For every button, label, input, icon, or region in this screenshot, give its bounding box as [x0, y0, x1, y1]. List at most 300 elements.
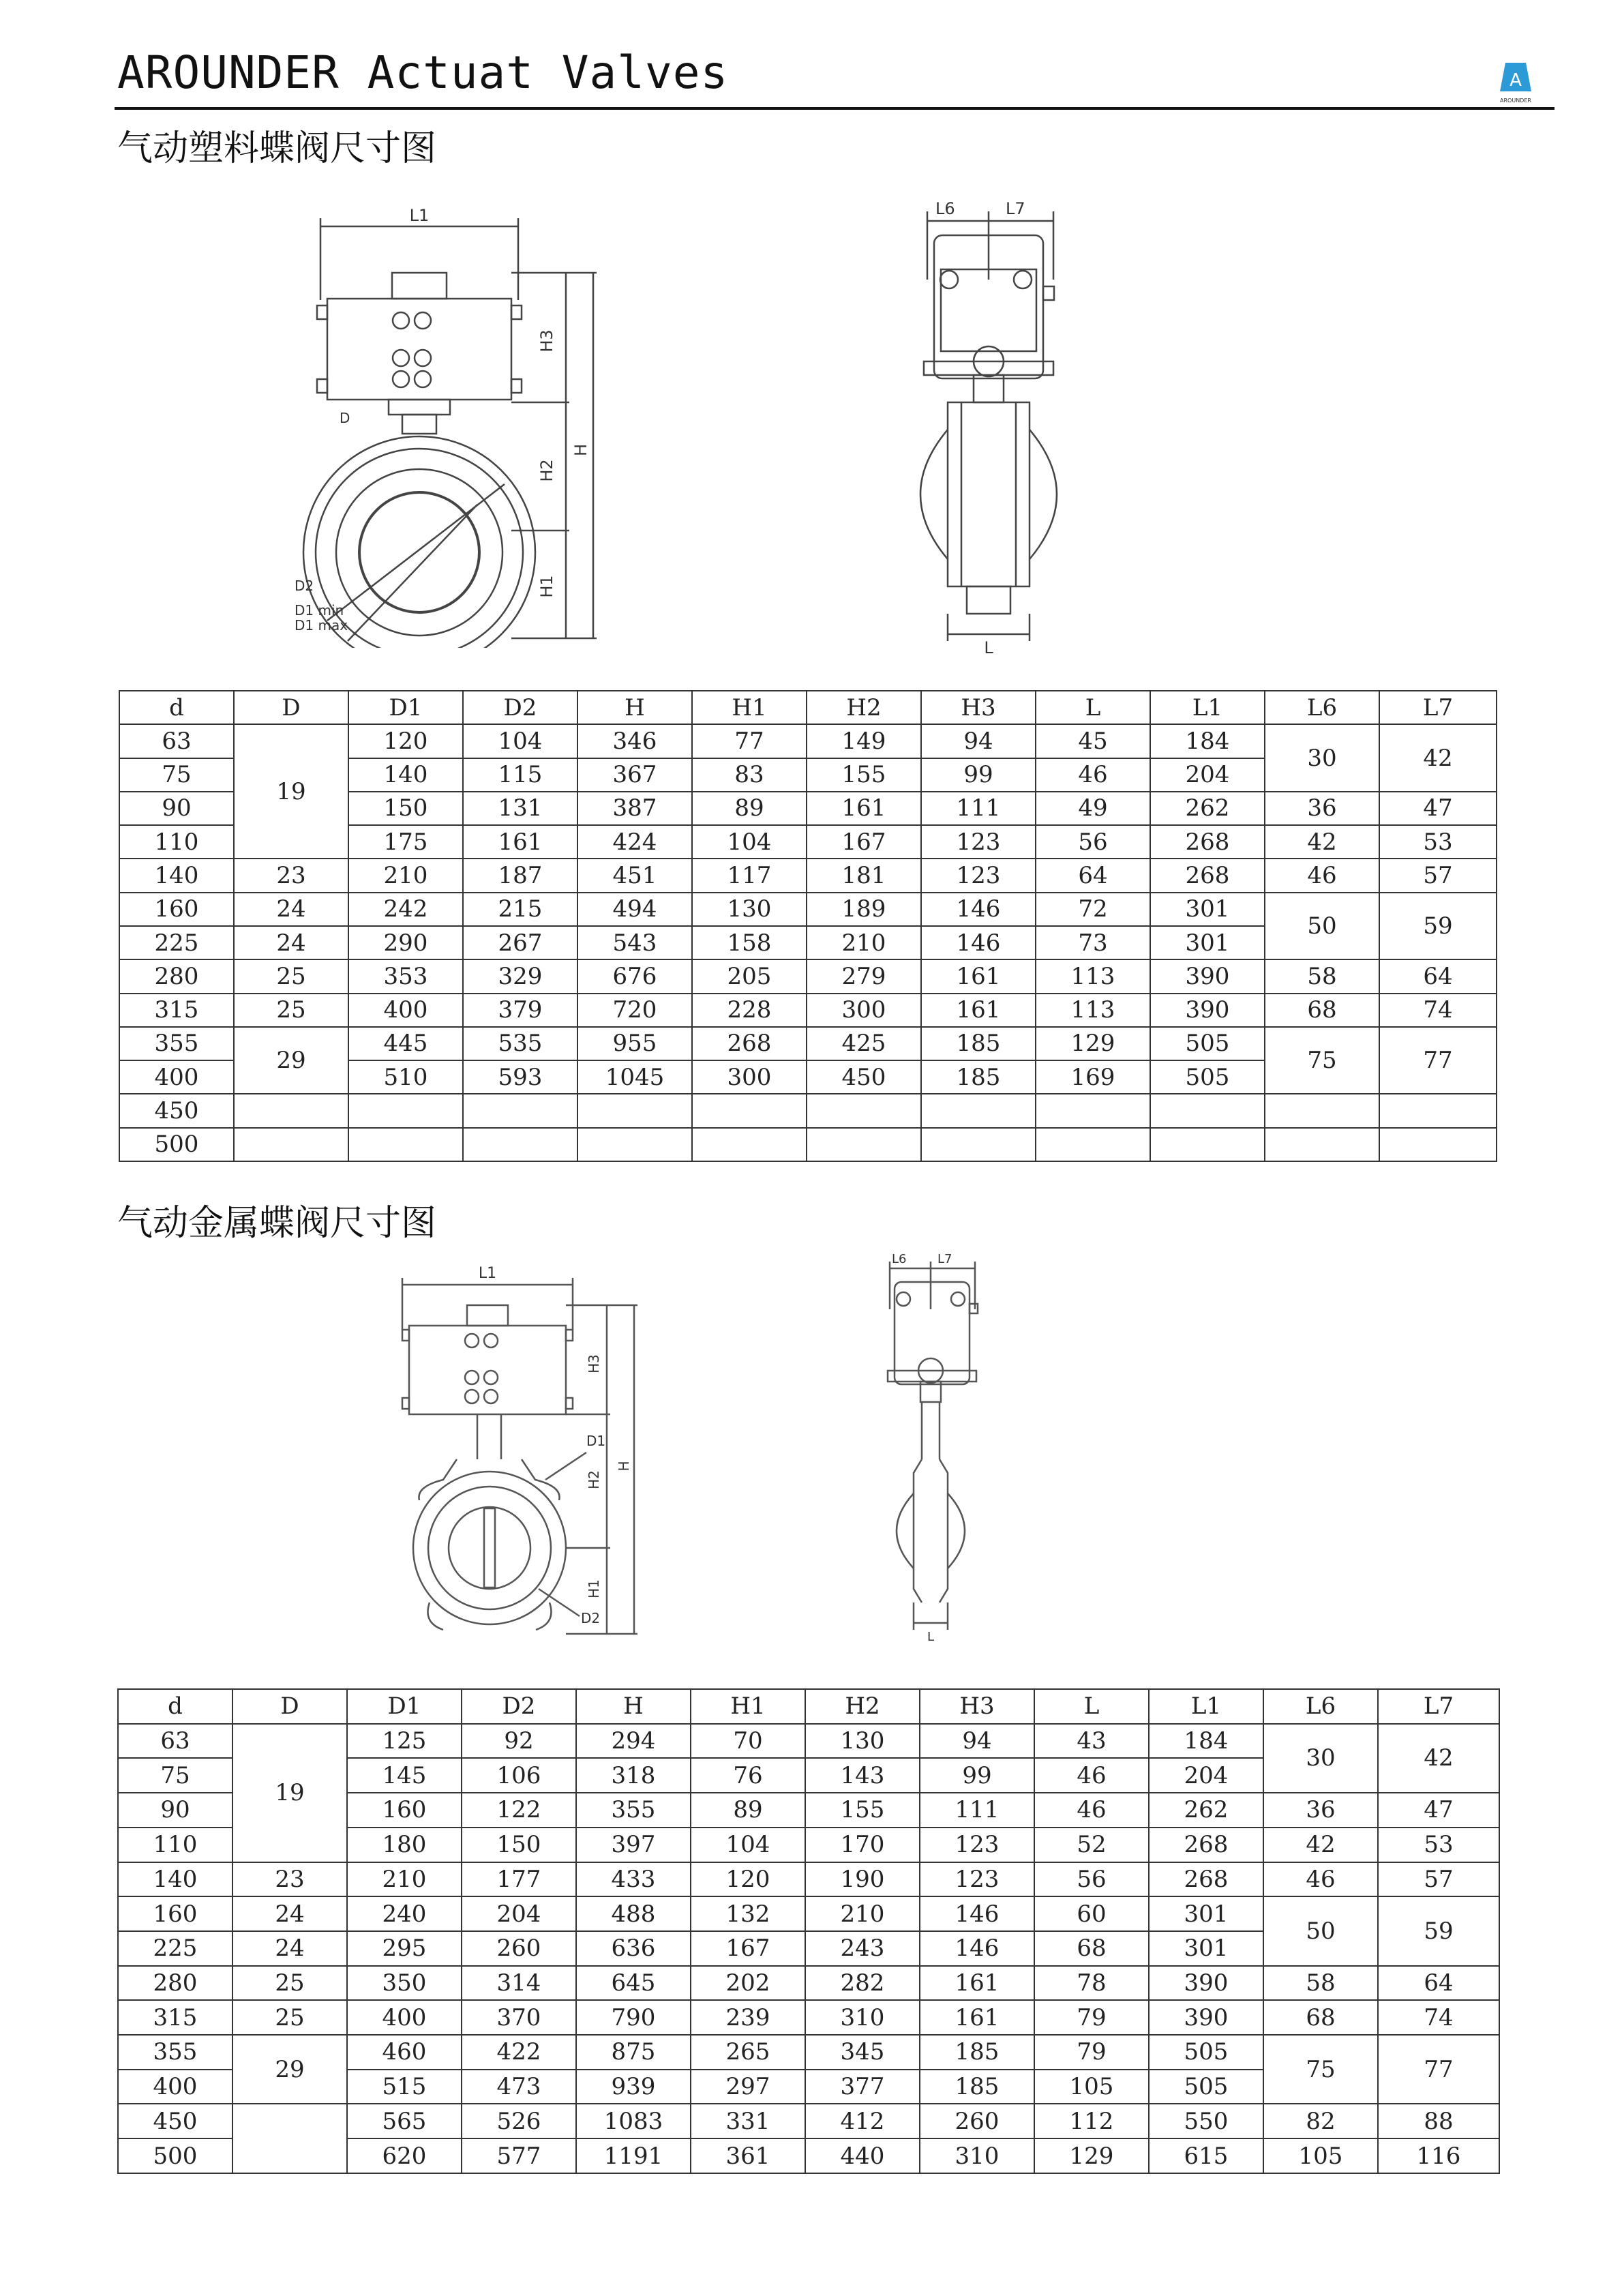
- metal-valve-front-drawing: [382, 1262, 655, 1643]
- table-cell: 620: [347, 2138, 462, 2173]
- table-cell: 146: [921, 893, 1036, 926]
- table-cell: 400: [118, 2070, 232, 2104]
- table-cell: 57: [1379, 859, 1497, 892]
- table-cell: 77: [1379, 1027, 1497, 1094]
- table-cell: [921, 1128, 1036, 1161]
- table-cell: 331: [691, 2104, 805, 2138]
- table-cell: 167: [691, 1931, 805, 1966]
- table-cell: 210: [347, 1862, 462, 1897]
- table-cell: 315: [119, 994, 234, 1027]
- column-header: L7: [1379, 691, 1497, 724]
- table-cell: 355: [118, 2035, 232, 2070]
- table-cell: 367: [577, 758, 692, 792]
- table-cell: 43: [1034, 1724, 1149, 1759]
- table-cell: 450: [118, 2104, 232, 2138]
- table-cell: 64: [1378, 1966, 1499, 2001]
- table-cell: 280: [118, 1966, 232, 2001]
- table-cell: 132: [691, 1896, 805, 1931]
- table-cell: 177: [462, 1862, 576, 1897]
- dim-label-l7: L7: [937, 1252, 952, 1266]
- table-cell: 345: [805, 2035, 920, 2070]
- table-cell: 99: [921, 758, 1036, 792]
- metal-valve-side-drawing: [873, 1248, 1009, 1643]
- column-header: D1: [347, 1689, 462, 1724]
- dim-label-h: H: [616, 1461, 632, 1472]
- table-cell: 300: [807, 994, 921, 1027]
- table-cell: 955: [577, 1027, 692, 1060]
- column-header: d: [119, 691, 234, 724]
- dim-label-l7: L7: [1006, 199, 1025, 218]
- table-cell: 400: [348, 994, 463, 1027]
- table-cell: 73: [1036, 926, 1150, 959]
- dim-label-l1: L1: [409, 206, 430, 225]
- table-cell: 939: [576, 2070, 691, 2104]
- table-cell: 19: [234, 724, 348, 859]
- plastic-valve-side-drawing: [886, 191, 1098, 655]
- table-cell: 92: [462, 1724, 576, 1759]
- table-cell: 123: [921, 859, 1036, 892]
- table-cell: [1265, 1128, 1379, 1161]
- table-cell: 23: [234, 859, 348, 892]
- logo-mark: A: [1510, 70, 1522, 91]
- table-cell: 30: [1265, 724, 1379, 792]
- table-cell: 146: [921, 926, 1036, 959]
- dim-label-l1: L1: [478, 1265, 497, 1282]
- table-cell: 111: [921, 792, 1036, 825]
- table-cell: 282: [805, 1966, 920, 2001]
- table-cell: 268: [692, 1027, 807, 1060]
- column-header: H2: [805, 1689, 920, 1724]
- table-cell: 204: [1149, 1758, 1263, 1793]
- table-cell: 76: [691, 1758, 805, 1793]
- table-cell: 29: [232, 2035, 347, 2104]
- table-cell: 77: [1378, 2035, 1499, 2104]
- table-cell: 70: [691, 1724, 805, 1759]
- table-row: [118, 1896, 1499, 1931]
- table-cell: 82: [1263, 2104, 1378, 2138]
- table-cell: 225: [118, 1931, 232, 1966]
- table-cell: 202: [691, 1966, 805, 2001]
- table-cell: 113: [1036, 994, 1150, 1027]
- table-cell: 94: [920, 1724, 1034, 1759]
- table-cell: [577, 1128, 692, 1161]
- table-cell: 279: [807, 959, 921, 993]
- table-cell: 390: [1150, 959, 1265, 993]
- table-cell: 187: [463, 859, 577, 892]
- table-cell: 104: [692, 825, 807, 859]
- plastic-valve-dimension-table: [119, 690, 1497, 1162]
- table-row: [119, 859, 1497, 892]
- table-cell: 56: [1036, 825, 1150, 859]
- column-header: D: [234, 691, 348, 724]
- table-cell: 29: [234, 1027, 348, 1094]
- table-cell: 379: [463, 994, 577, 1027]
- table-cell: 25: [232, 2000, 347, 2035]
- table-cell: 210: [348, 859, 463, 892]
- table-cell: 75: [118, 1758, 232, 1793]
- table-cell: 88: [1378, 2104, 1499, 2138]
- table-cell: [1379, 1094, 1497, 1127]
- table-cell: 161: [921, 959, 1036, 993]
- table-cell: 875: [576, 2035, 691, 2070]
- table-cell: 400: [119, 1060, 234, 1094]
- table-cell: 390: [1149, 2000, 1263, 2035]
- table-cell: 160: [119, 893, 234, 926]
- table-cell: 45: [1036, 724, 1150, 758]
- table-cell: 155: [807, 758, 921, 792]
- table-cell: 149: [807, 724, 921, 758]
- table-row: [118, 2035, 1499, 2070]
- table-cell: 505: [1150, 1027, 1265, 1060]
- table-cell: 167: [807, 825, 921, 859]
- table-cell: 301: [1150, 926, 1265, 959]
- table-cell: 318: [576, 1758, 691, 1793]
- header-rule: [115, 107, 1555, 110]
- table-cell: 47: [1379, 792, 1497, 825]
- table-cell: 353: [348, 959, 463, 993]
- column-header: D1: [348, 691, 463, 724]
- table-cell: 74: [1378, 2000, 1499, 2035]
- table-cell: 58: [1263, 1966, 1378, 2001]
- table-row: [119, 1128, 1497, 1161]
- table-cell: 676: [577, 959, 692, 993]
- dim-label-l6: L6: [935, 199, 955, 218]
- table-cell: 105: [1034, 2070, 1149, 2104]
- table-cell: 577: [462, 2138, 576, 2173]
- table-cell: [348, 1128, 463, 1161]
- table-cell: 267: [463, 926, 577, 959]
- table-cell: [232, 2104, 347, 2173]
- table-cell: 52: [1034, 1828, 1149, 1862]
- table-cell: 260: [920, 2104, 1034, 2138]
- table-cell: [1036, 1094, 1150, 1127]
- table-row: [118, 2104, 1499, 2138]
- table-cell: 500: [118, 2138, 232, 2173]
- table-cell: 450: [807, 1060, 921, 1094]
- table-cell: 50: [1263, 1896, 1378, 1965]
- table-row: [119, 893, 1497, 926]
- page-title: AROUNDER Actuat Valves: [117, 46, 729, 99]
- table-cell: 175: [348, 825, 463, 859]
- table-cell: 125: [347, 1724, 462, 1759]
- table-cell: 262: [1149, 1793, 1263, 1828]
- table-cell: 526: [462, 2104, 576, 2138]
- table-cell: 89: [692, 792, 807, 825]
- table-cell: 185: [921, 1060, 1036, 1094]
- table-cell: 130: [805, 1724, 920, 1759]
- table-cell: 30: [1263, 1724, 1378, 1793]
- table-cell: 473: [462, 2070, 576, 2104]
- table-cell: 68: [1034, 1931, 1149, 1966]
- table-cell: 645: [576, 1966, 691, 2001]
- dim-label-l: L: [984, 638, 993, 655]
- table-cell: 42: [1265, 825, 1379, 859]
- table-cell: [463, 1094, 577, 1127]
- table-cell: 155: [805, 1793, 920, 1828]
- table-cell: 424: [577, 825, 692, 859]
- column-header: H1: [692, 691, 807, 724]
- table-row: [118, 1966, 1499, 2001]
- table-cell: 161: [807, 792, 921, 825]
- table-cell: 543: [577, 926, 692, 959]
- table-row: [119, 994, 1497, 1027]
- table-cell: 24: [232, 1931, 347, 1966]
- column-header: H: [576, 1689, 691, 1724]
- table-cell: 329: [463, 959, 577, 993]
- table-cell: 790: [576, 2000, 691, 2035]
- table-cell: 104: [463, 724, 577, 758]
- table-cell: 36: [1263, 1793, 1378, 1828]
- table-cell: 46: [1265, 859, 1379, 892]
- table-cell: 104: [691, 1828, 805, 1862]
- table-row: [119, 1027, 1497, 1060]
- table-cell: 242: [348, 893, 463, 926]
- table-cell: 25: [234, 959, 348, 993]
- plastic-valve-section-title: 气动塑料蝶阀尺寸图: [117, 128, 437, 169]
- table-cell: 565: [347, 2104, 462, 2138]
- dim-label-d2: D2: [295, 578, 314, 594]
- table-cell: 42: [1263, 1828, 1378, 1862]
- table-cell: [1379, 1128, 1497, 1161]
- table-cell: 265: [691, 2035, 805, 2070]
- table-cell: 370: [462, 2000, 576, 2035]
- column-header: d: [118, 1689, 232, 1724]
- table-cell: 74: [1379, 994, 1497, 1027]
- table-cell: 75: [1263, 2035, 1378, 2104]
- table-cell: 190: [805, 1862, 920, 1897]
- table-cell: 422: [462, 2035, 576, 2070]
- table-cell: 268: [1150, 825, 1265, 859]
- table-cell: 113: [1036, 959, 1150, 993]
- table-cell: 505: [1150, 1060, 1265, 1094]
- table-cell: 64: [1379, 959, 1497, 993]
- table-row: [119, 959, 1497, 993]
- table-cell: 123: [920, 1862, 1034, 1897]
- column-header: L1: [1149, 1689, 1263, 1724]
- table-cell: 140: [348, 758, 463, 792]
- table-cell: 189: [807, 893, 921, 926]
- table-cell: 301: [1149, 1931, 1263, 1966]
- table-cell: 361: [691, 2138, 805, 2173]
- table-cell: 1191: [576, 2138, 691, 2173]
- table-header-row: [119, 691, 1497, 724]
- table-cell: 185: [920, 2070, 1034, 2104]
- table-cell: 535: [463, 1027, 577, 1060]
- column-header: L6: [1265, 691, 1379, 724]
- table-cell: 63: [119, 724, 234, 758]
- table-cell: [348, 1094, 463, 1127]
- table-cell: [1036, 1128, 1150, 1161]
- table-cell: 19: [232, 1724, 347, 1862]
- table-cell: 78: [1034, 1966, 1149, 2001]
- table-cell: 25: [234, 994, 348, 1027]
- column-header: L1: [1150, 691, 1265, 724]
- table-row: [118, 1724, 1499, 1759]
- table-cell: 412: [805, 2104, 920, 2138]
- table-cell: 260: [462, 1931, 576, 1966]
- table-cell: 184: [1149, 1724, 1263, 1759]
- table-cell: 397: [576, 1828, 691, 1862]
- table-cell: 47: [1378, 1793, 1499, 1828]
- table-cell: 268: [1150, 859, 1265, 892]
- table-cell: 117: [692, 859, 807, 892]
- table-cell: 111: [920, 1793, 1034, 1828]
- table-cell: 445: [348, 1027, 463, 1060]
- table-cell: 377: [805, 2070, 920, 2104]
- table-cell: 115: [463, 758, 577, 792]
- table-cell: 23: [232, 1862, 347, 1897]
- table-cell: 240: [347, 1896, 462, 1931]
- table-cell: 615: [1149, 2138, 1263, 2173]
- table-cell: 25: [232, 1966, 347, 2001]
- table-cell: 505: [1149, 2035, 1263, 2070]
- table-cell: [234, 1094, 348, 1127]
- table-cell: 433: [576, 1862, 691, 1897]
- metal-valve-section-title: 气动金属蝶阀尺寸图: [117, 1203, 437, 1244]
- table-cell: 110: [118, 1828, 232, 1862]
- table-cell: 314: [462, 1966, 576, 2001]
- table-cell: 204: [1150, 758, 1265, 792]
- table-cell: 425: [807, 1027, 921, 1060]
- table-cell: 181: [807, 859, 921, 892]
- table-cell: 280: [119, 959, 234, 993]
- column-header: L6: [1263, 1689, 1378, 1724]
- table-cell: [807, 1094, 921, 1127]
- table-cell: 49: [1036, 792, 1150, 825]
- table-cell: 310: [805, 2000, 920, 2035]
- table-cell: 301: [1150, 893, 1265, 926]
- table-cell: 42: [1378, 1724, 1499, 1793]
- table-cell: 106: [462, 1758, 576, 1793]
- table-cell: [1265, 1094, 1379, 1127]
- table-cell: 143: [805, 1758, 920, 1793]
- table-cell: 53: [1379, 825, 1497, 859]
- dim-label-h1: H1: [586, 1579, 602, 1598]
- dim-label-d1-max: D1 max: [295, 617, 348, 633]
- table-cell: 53: [1378, 1828, 1499, 1862]
- table-cell: 488: [576, 1896, 691, 1931]
- table-cell: 46: [1036, 758, 1150, 792]
- column-header: H3: [921, 691, 1036, 724]
- table-cell: 160: [347, 1793, 462, 1828]
- table-cell: 161: [463, 825, 577, 859]
- table-cell: 122: [462, 1793, 576, 1828]
- table-cell: 145: [347, 1758, 462, 1793]
- table-cell: 60: [1034, 1896, 1149, 1931]
- table-cell: 150: [462, 1828, 576, 1862]
- table-cell: 90: [118, 1793, 232, 1828]
- table-cell: 169: [1036, 1060, 1150, 1094]
- table-cell: 346: [577, 724, 692, 758]
- table-cell: 1045: [577, 1060, 692, 1094]
- table-cell: 1083: [576, 2104, 691, 2138]
- column-header: D: [232, 1689, 347, 1724]
- table-cell: 50: [1265, 893, 1379, 960]
- table-cell: 99: [920, 1758, 1034, 1793]
- column-header: H: [577, 691, 692, 724]
- dim-label-h2: H2: [586, 1470, 602, 1489]
- table-cell: 46: [1034, 1793, 1149, 1828]
- table-cell: 500: [119, 1128, 234, 1161]
- table-cell: 185: [920, 2035, 1034, 2070]
- table-cell: 315: [118, 2000, 232, 2035]
- table-cell: 116: [1378, 2138, 1499, 2173]
- table-cell: 89: [691, 1793, 805, 1828]
- table-cell: 140: [119, 859, 234, 892]
- table-cell: 68: [1263, 2000, 1378, 2035]
- dim-label-h3: H3: [586, 1354, 602, 1373]
- table-cell: 636: [576, 1931, 691, 1966]
- table-cell: 146: [920, 1931, 1034, 1966]
- table-cell: 140: [118, 1862, 232, 1897]
- table-cell: 204: [462, 1896, 576, 1931]
- table-cell: 210: [805, 1896, 920, 1931]
- dim-label-h2: H2: [537, 459, 556, 482]
- table-cell: 400: [347, 2000, 462, 2035]
- table-cell: 494: [577, 893, 692, 926]
- table-cell: [1150, 1094, 1265, 1127]
- table-cell: 75: [1265, 1027, 1379, 1094]
- table-cell: 90: [119, 792, 234, 825]
- table-cell: [692, 1128, 807, 1161]
- table-cell: 57: [1378, 1862, 1499, 1897]
- table-cell: 243: [805, 1931, 920, 1966]
- table-row: [119, 1094, 1497, 1127]
- dim-label-h3: H3: [537, 329, 556, 353]
- table-cell: 720: [577, 994, 692, 1027]
- table-cell: 295: [347, 1931, 462, 1966]
- table-row: [118, 2000, 1499, 2035]
- dim-label-l: L: [927, 1630, 935, 1643]
- column-header: D2: [462, 1689, 576, 1724]
- column-header: L: [1036, 691, 1150, 724]
- table-cell: 505: [1149, 2070, 1263, 2104]
- table-cell: [692, 1094, 807, 1127]
- table-cell: 120: [691, 1862, 805, 1897]
- table-cell: 450: [119, 1094, 234, 1127]
- brand-logo: [1492, 60, 1540, 108]
- table-cell: 180: [347, 1828, 462, 1862]
- table-cell: 160: [118, 1896, 232, 1931]
- table-cell: 36: [1265, 792, 1379, 825]
- table-cell: [1150, 1128, 1265, 1161]
- table-cell: 24: [234, 893, 348, 926]
- table-cell: 150: [348, 792, 463, 825]
- table-cell: 83: [692, 758, 807, 792]
- table-cell: 205: [692, 959, 807, 993]
- table-cell: 170: [805, 1828, 920, 1862]
- column-header: H3: [920, 1689, 1034, 1724]
- table-cell: 77: [692, 724, 807, 758]
- table-cell: 161: [920, 2000, 1034, 2035]
- dim-label-h: H: [571, 443, 590, 457]
- table-cell: 24: [234, 926, 348, 959]
- table-cell: 42: [1379, 724, 1497, 792]
- column-header: H2: [807, 691, 921, 724]
- logo-text: AROUNDER: [1500, 98, 1531, 104]
- table-cell: [807, 1128, 921, 1161]
- table-cell: 46: [1263, 1862, 1378, 1897]
- table-cell: 294: [576, 1724, 691, 1759]
- dim-label-d2: D2: [581, 1610, 601, 1626]
- table-cell: 440: [805, 2138, 920, 2173]
- column-header: D2: [463, 691, 577, 724]
- table-cell: 64: [1036, 859, 1150, 892]
- table-cell: 310: [920, 2138, 1034, 2173]
- table-cell: 59: [1379, 893, 1497, 960]
- table-cell: 387: [577, 792, 692, 825]
- column-header: H1: [691, 1689, 805, 1724]
